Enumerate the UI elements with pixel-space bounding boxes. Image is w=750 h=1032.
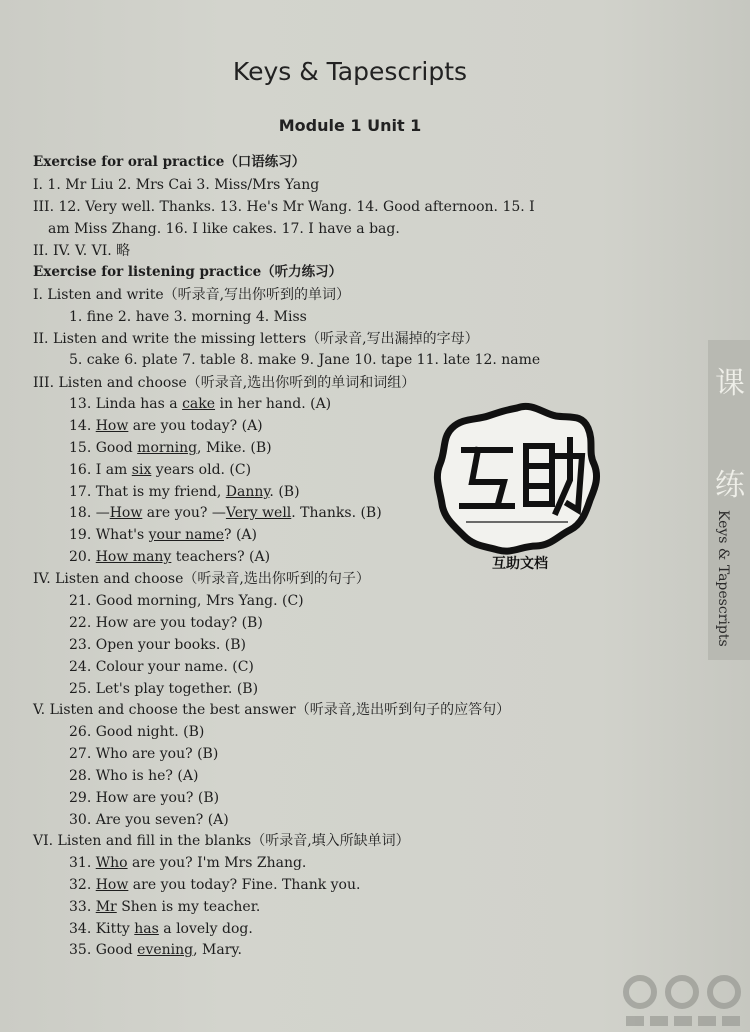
side-vertical-label: Keys & Tapescripts [715, 510, 731, 647]
answer-19: 19. What's your name? (A) [69, 527, 257, 543]
page-title: Keys & Tapescripts [232, 57, 468, 86]
answer-13: 13. Linda has a cake in her hand. (A) [69, 396, 332, 412]
answer-21: 21. Good morning, Mrs Yang. (C) [69, 593, 304, 609]
answer-33: 33. Mr Shen is my teacher. [69, 899, 261, 915]
answer-22: 22. How are you today? (B) [69, 615, 263, 631]
answer-35: 35. Good evening, Mary. [69, 942, 242, 958]
module-subtitle: Module 1 Unit 1 [278, 116, 422, 135]
answer-32: 32. How are you today? Fine. Thank you. [69, 877, 361, 893]
section-5-title: V. Listen and choose the best answer（听录音,选出听到句子的应答句） [33, 702, 511, 718]
answer-25: 25. Let's play together. (B) [69, 681, 259, 697]
answer-20: 20. How many teachers? (A) [69, 549, 271, 565]
answer-16: 16. I am six years old. (C) [69, 462, 252, 478]
answer-34: 34. Kitty has a lovely dog. [69, 921, 253, 937]
answer-26: 26. Good night. (B) [69, 724, 205, 740]
section-6-title: VI. Listen and fill in the blanks（听录音,填入所缺单词） [33, 833, 410, 849]
answer-18: 18. —How are you? —Very well. Thanks. (B) [69, 505, 382, 521]
oral-line-1: I. 1. Mr Liu 2. Mrs Cai 3. Miss/Mrs Yang [33, 177, 320, 193]
answer-15: 15. Good morning, Mike. (B) [69, 440, 272, 456]
section-3-title: III. Listen and choose（听录音,选出你听到的单词和词组） [33, 375, 416, 391]
section-2-title: II. Listen and write the missing letters（听录音,写出漏掉的字母） [33, 331, 479, 347]
section-4-title: IV. Listen and choose（听录音,选出你听到的句子） [33, 571, 370, 587]
side-kanji-2: 练 [715, 468, 745, 503]
corner-watermark-logo [620, 968, 750, 1032]
answer-30: 30. Are you seven? (A) [69, 812, 229, 828]
listening-heading: Exercise for listening practice（听力练习） [33, 264, 343, 280]
side-kanji-1: 课 [715, 366, 745, 401]
answer-17: 17. That is my friend, Danny. (B) [69, 484, 300, 500]
stamp-caption: 互助文档 [492, 556, 548, 572]
answer-23: 23. Open your books. (B) [69, 637, 247, 653]
answer-31: 31. Who are you? I'm Mrs Zhang. [69, 855, 307, 871]
answer-14: 14. How are you today? (A) [69, 418, 263, 434]
section-1-answers: 1. fine 2. have 3. morning 4. Miss [69, 309, 307, 325]
section-2-answers: 5. cake 6. plate 7. table 8. make 9. Jane 10. tape 11. late 12. name [69, 352, 541, 368]
answer-28: 28. Who is he? (A) [69, 768, 199, 784]
oral-line-3: am Miss Zhang. 16. I like cakes. 17. I have a bag. [48, 221, 400, 237]
answer-29: 29. How are you? (B) [69, 790, 220, 806]
answer-24: 24. Colour your name. (C) [69, 659, 254, 675]
oral-heading: Exercise for oral practice（口语练习） [33, 154, 306, 170]
oral-line-4: II. IV. V. VI. 略 [33, 243, 131, 259]
answer-27: 27. Who are you? (B) [69, 746, 219, 762]
section-1-title: I. Listen and write（听录音,写出你听到的单词） [33, 287, 351, 303]
oral-line-2: III. 12. Very well. Thanks. 13. He's Mr Wang. 14. Good afternoon. 15. I [33, 199, 535, 215]
